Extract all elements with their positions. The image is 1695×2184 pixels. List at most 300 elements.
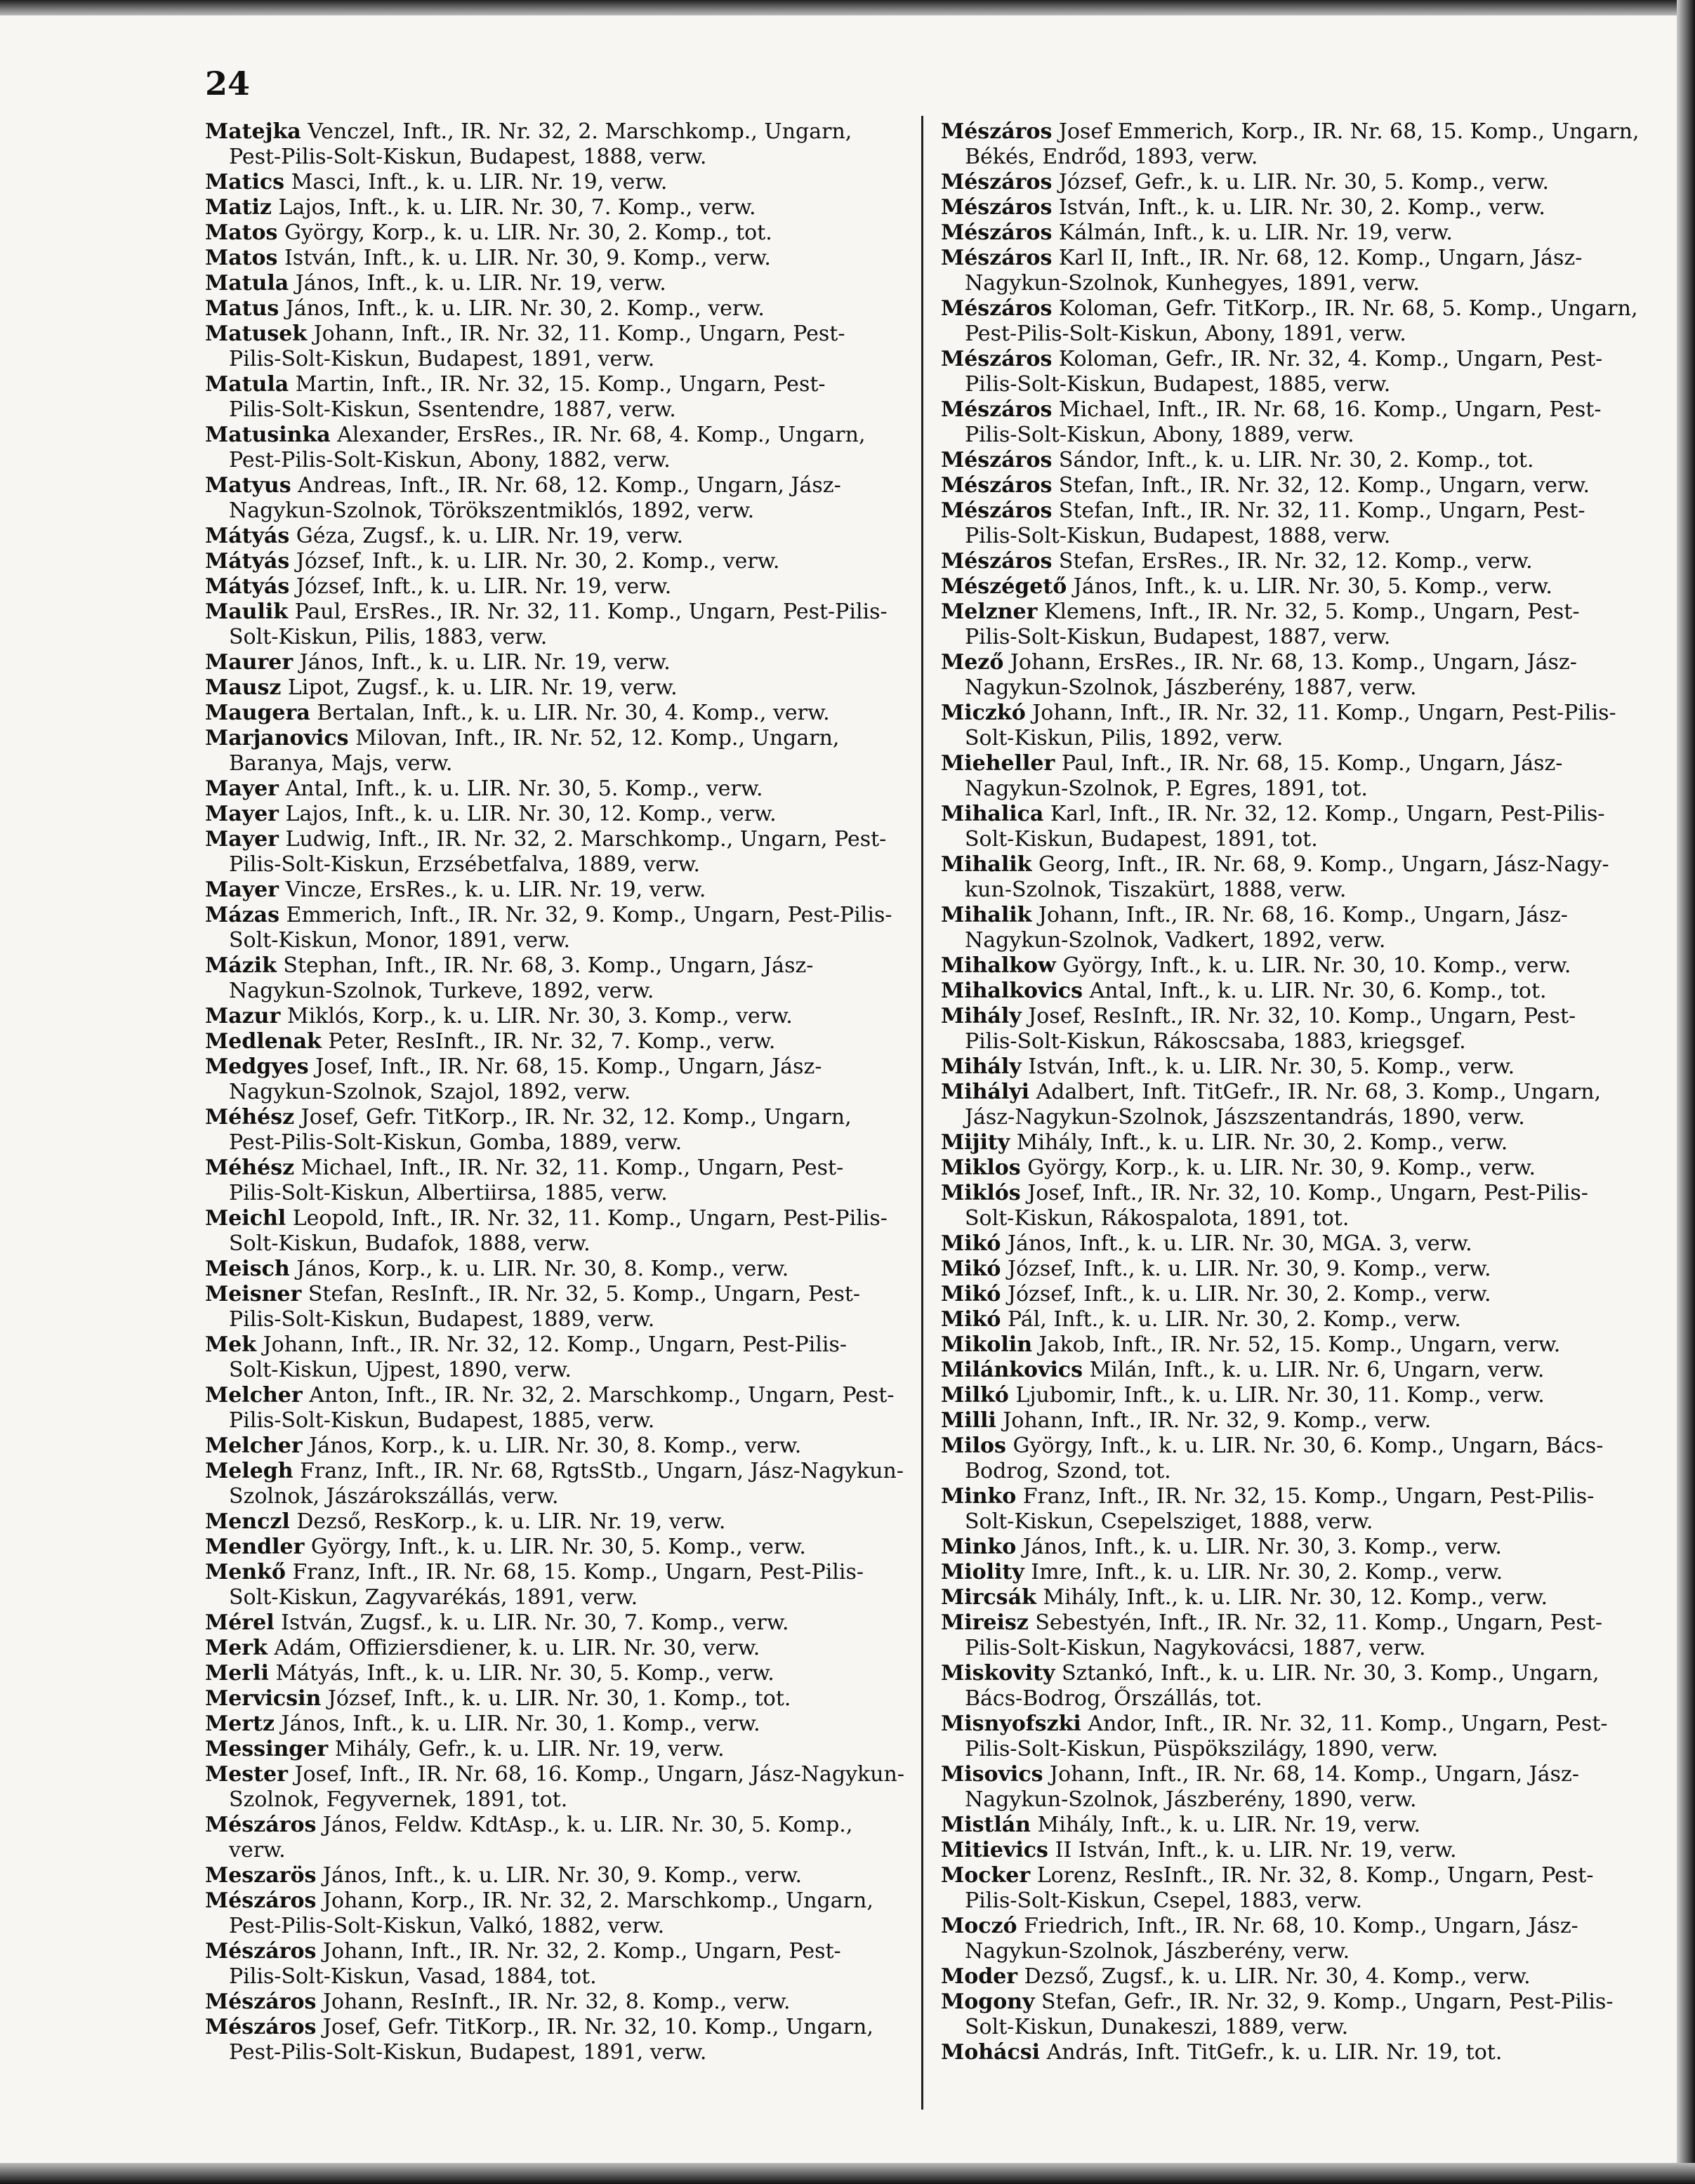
entry-surname: Matics <box>205 170 285 194</box>
entry-surname: Mészáros <box>205 1939 317 1964</box>
right-column <box>941 119 1650 2065</box>
list-entry <box>941 751 1650 776</box>
list-entry <box>941 347 1650 372</box>
entry-continuation: Nagykun-Szolnok, Turkeve, 1892, verw. <box>229 979 654 1003</box>
list-entry <box>941 600 1650 625</box>
entry-surname: Menczl <box>205 1509 290 1534</box>
entry-surname: Mogony <box>941 1990 1035 2014</box>
entry-surname: Milkó <box>941 1383 1009 1408</box>
list-entry <box>941 246 1650 271</box>
list-entry <box>941 1257 1650 1282</box>
entry-surname: Mészáros <box>941 397 1053 422</box>
entry-surname: Meszarös <box>205 1863 317 1888</box>
entry-surname: Miczkó <box>941 701 1026 725</box>
entry-details: Franz, Inft., IR. Nr. 68, RgtsStb., Ungarn, Jász-Nagykun- <box>293 1459 904 1483</box>
list-entry <box>941 1863 1650 1888</box>
entry-details: János, Inft., k. u. LIR. Nr. 30, 3. Komp., verw. <box>1016 1535 1502 1559</box>
entry-details: Koloman, Gefr., IR. Nr. 32, 4. Komp., Ungarn, Pest- <box>1052 347 1603 371</box>
entry-continuation: Nagykun-Szolnok, Jászberény, 1890, verw. <box>965 1787 1417 1812</box>
entry-continuation: Pilis-Solt-Kiskun, Budapest, 1885, verw. <box>965 372 1391 397</box>
list-entry <box>205 1636 914 1661</box>
list-entry <box>941 1054 1650 1080</box>
list-entry <box>205 1686 914 1712</box>
list-entry <box>205 1257 914 1282</box>
entry-surname: Méhész <box>205 1156 295 1180</box>
list-entry <box>941 1535 1650 1560</box>
entry-surname: Matos <box>205 220 278 245</box>
list-entry <box>205 246 914 271</box>
entry-continuation: Nagykun-Szolnok, Szajol, 1892, verw. <box>229 1080 631 1104</box>
list-entry <box>205 271 914 296</box>
entry-details: Mihály, Inft., k. u. LIR. Nr. 30, 12. Komp., verw. <box>1036 1585 1548 1610</box>
entry-continuation: Solt-Kiskun, Budafok, 1888, verw. <box>229 1231 591 1256</box>
entry-surname: Mészáros <box>941 498 1053 523</box>
list-entry <box>205 296 914 322</box>
entry-surname: Merk <box>205 1636 268 1660</box>
entry-surname: Mázik <box>205 953 277 978</box>
entry-surname: Mijity <box>941 1130 1010 1155</box>
list-entry <box>205 1990 914 2015</box>
entry-continuation: Pest-Pilis-Solt-Kiskun, Abony, 1882, verw. <box>229 448 671 472</box>
list-entry <box>205 1206 914 1231</box>
entry-surname: Mészégető <box>941 574 1067 599</box>
entry-continuation: Nagykun-Szolnok, Jászberény, 1887, verw. <box>965 675 1417 700</box>
list-entry <box>941 979 1650 1004</box>
entry-details: Josef, Gefr. TitKorp., IR. Nr. 32, 10. Komp., Ungarn, <box>316 2015 873 2039</box>
entry-details: Kálmán, Inft., k. u. LIR. Nr. 19, verw. <box>1052 220 1453 245</box>
list-entry <box>941 701 1650 726</box>
entry-details: Sándor, Inft., k. u. LIR. Nr. 30, 2. Komp., tot. <box>1052 448 1534 472</box>
entry-details: Anton, Inft., IR. Nr. 32, 2. Marschkomp., Ungarn, Pest- <box>302 1383 895 1408</box>
list-entry <box>941 1383 1650 1408</box>
list-entry <box>941 1156 1650 1181</box>
scan-border-top <box>0 0 1695 15</box>
entry-continuation: Bács-Bodrog, Őrszállás, tot. <box>965 1686 1262 1711</box>
entry-details: Imre, Inft., k. u. LIR. Nr. 30, 2. Komp., verw. <box>1024 1560 1503 1584</box>
entry-surname: Mérel <box>205 1610 275 1635</box>
entry-surname: Mitievics <box>941 1838 1048 1862</box>
list-entry <box>205 220 914 246</box>
entry-surname: Matusinka <box>205 423 331 447</box>
entry-surname: Mihály <box>941 1004 1022 1028</box>
list-entry <box>941 1661 1650 1686</box>
entry-surname: Matus <box>205 296 279 321</box>
list-entry <box>205 119 914 145</box>
list-entry <box>941 448 1650 473</box>
entry-surname: Milli <box>941 1408 996 1433</box>
entry-continuation: Pilis-Solt-Kiskun, Budapest, 1887, verw. <box>965 625 1391 649</box>
entry-details: József, Gefr., k. u. LIR. Nr. 30, 5. Komp., verw. <box>1052 170 1550 194</box>
list-entry <box>205 1105 914 1130</box>
entry-continuation: Solt-Kiskun, Rákospalota, 1891, tot. <box>965 1206 1350 1231</box>
entry-details: Miklós, Korp., k. u. LIR. Nr. 30, 3. Komp., verw. <box>280 1004 793 1028</box>
entry-continuation: Pest-Pilis-Solt-Kiskun, Budapest, 1891, verw. <box>229 2040 707 2065</box>
list-entry <box>941 1282 1650 1307</box>
entry-surname: Maugera <box>205 701 310 725</box>
column-divider <box>921 116 923 2110</box>
list-entry <box>941 296 1650 322</box>
entry-continuation: Nagykun-Szolnok, P. Egres, 1891, tot. <box>965 776 1368 801</box>
entry-surname: Moder <box>941 1964 1018 1989</box>
list-entry <box>941 1434 1650 1459</box>
entry-details: János, Inft., k. u. LIR. Nr. 19, verw. <box>289 271 666 296</box>
list-entry <box>941 953 1650 979</box>
list-entry <box>941 1484 1650 1509</box>
list-entry <box>941 574 1650 600</box>
entry-continuation: Nagykun-Szolnok, Vadkert, 1892, verw. <box>965 928 1386 953</box>
entry-details: Peter, ResInft., IR. Nr. 32, 7. Komp., verw. <box>321 1029 776 1054</box>
entry-surname: Mohácsi <box>941 2040 1041 2065</box>
entry-details: Mihály, Inft., k. u. LIR. Nr. 30, 2. Komp., verw. <box>1010 1130 1508 1155</box>
list-entry <box>941 119 1650 145</box>
entry-surname: Matusek <box>205 322 308 346</box>
entry-surname: Mek <box>205 1332 257 1357</box>
entry-details: Michael, Inft., IR. Nr. 68, 16. Komp., Ungarn, Pest- <box>1052 397 1602 422</box>
entry-details: Georg, Inft., IR. Nr. 68, 9. Komp., Ungarn, Jász-Nagy- <box>1031 852 1609 877</box>
entry-continuation: Nagykun-Szolnok, Jászberény, verw. <box>965 1939 1350 1964</box>
entry-details: György, Inft., k. u. LIR. Nr. 30, 5. Komp., verw. <box>304 1535 806 1559</box>
entry-details: János, Inft., k. u. LIR. Nr. 30, 2. Komp., verw. <box>279 296 765 321</box>
entry-continuation: Szolnok, Fegyvernek, 1891, tot. <box>229 1787 568 1812</box>
list-entry <box>205 701 914 726</box>
entry-details: Milán, Inft., k. u. LIR. Nr. 6, Ungarn, verw. <box>1083 1358 1545 1382</box>
entry-continuation: Solt-Kiskun, Monor, 1891, verw. <box>229 928 571 953</box>
entry-details: Jakob, Inft., IR. Nr. 52, 15. Komp., Ungarn, verw. <box>1032 1332 1561 1357</box>
entry-details: János, Inft., k. u. LIR. Nr. 30, MGA. 3, verw. <box>1001 1231 1472 1256</box>
list-entry <box>205 1459 914 1484</box>
list-entry <box>205 1813 914 1838</box>
entry-details: Friedrich, Inft., IR. Nr. 68, 10. Komp., Ungarn, Jász- <box>1017 1914 1578 1938</box>
list-entry <box>205 1939 914 1964</box>
list-entry <box>941 1080 1650 1105</box>
entry-continuation: Nagykun-Szolnok, Kunhegyes, 1891, verw. <box>965 271 1420 296</box>
entry-details: Mihály, Inft., k. u. LIR. Nr. 19, verw. <box>1031 1813 1421 1837</box>
list-entry <box>941 1307 1650 1332</box>
entry-details: János, Inft., k. u. LIR. Nr. 30, 5. Komp., verw. <box>1067 574 1552 599</box>
entry-details: Johann, Inft., IR. Nr. 32, 9. Komp., verw. <box>996 1408 1432 1433</box>
entry-details: György, Inft., k. u. LIR. Nr. 30, 6. Komp., Ungarn, Bács- <box>1005 1434 1604 1458</box>
entry-surname: Milos <box>941 1434 1006 1458</box>
entry-surname: Milánkovics <box>941 1358 1083 1382</box>
entry-surname: Mátyás <box>205 549 290 574</box>
entry-continuation: kun-Szolnok, Tiszakürt, 1888, verw. <box>965 878 1347 902</box>
entry-details: Josef, ResInft., IR. Nr. 32, 10. Komp., Ungarn, Pest- <box>1021 1004 1576 1028</box>
list-entry <box>941 1712 1650 1737</box>
entry-details: Sztankó, Inft., k. u. LIR. Nr. 30, 3. Komp., Ungarn, <box>1055 1661 1600 1686</box>
entry-details: György, Inft., k. u. LIR. Nr. 30, 10. Komp., verw. <box>1055 953 1571 978</box>
scan-border-bottom <box>0 2163 1695 2184</box>
entry-continuation: Pilis-Solt-Kiskun, Rákoscsaba, 1883, kriegsgef. <box>965 1029 1466 1054</box>
entry-continuation: Pilis-Solt-Kiskun, Csepel, 1883, verw. <box>965 1888 1363 1913</box>
list-entry <box>205 1156 914 1181</box>
list-entry <box>205 1610 914 1636</box>
entry-continuation: Jász-Nagykun-Szolnok, Jászszentandrás, 1890, verw. <box>965 1105 1525 1130</box>
entry-surname: Mező <box>941 650 1004 675</box>
entry-continuation: Pilis-Solt-Kiskun, Budapest, 1885, verw. <box>229 1408 655 1433</box>
list-entry <box>941 397 1650 423</box>
entry-surname: Mihalica <box>941 802 1044 826</box>
list-entry <box>941 170 1650 195</box>
entry-details: Stefan, Inft., IR. Nr. 32, 12. Komp., Ungarn, verw. <box>1052 473 1590 498</box>
entry-details: János, Inft., k. u. LIR. Nr. 30, 9. Komp., verw. <box>316 1863 803 1888</box>
list-entry <box>205 953 914 979</box>
entry-details: János, Inft., k. u. LIR. Nr. 30, 1. Komp., verw. <box>275 1712 760 1736</box>
entry-details: Paul, ErsRes., IR. Nr. 32, 11. Komp., Ungarn, Pest-Pilis- <box>288 600 888 624</box>
entry-surname: Melegh <box>205 1459 294 1483</box>
list-entry <box>941 802 1650 827</box>
list-entry <box>941 220 1650 246</box>
entry-details: Andreas, Inft., IR. Nr. 68, 12. Komp., Ungarn, Jász- <box>291 473 841 498</box>
entry-surname: Matos <box>205 246 278 270</box>
entry-surname: Mikó <box>941 1307 1001 1332</box>
entry-details: Masci, Inft., k. u. LIR. Nr. 19, verw. <box>284 170 668 194</box>
entry-details: Martin, Inft., IR. Nr. 32, 15. Komp., Ungarn, Pest- <box>289 372 826 397</box>
entry-surname: Mayer <box>205 776 279 801</box>
list-entry <box>205 802 914 827</box>
entry-details: Ludwig, Inft., IR. Nr. 32, 2. Marschkomp., Ungarn, Pest- <box>278 827 887 852</box>
list-entry <box>941 1332 1650 1358</box>
entry-details: József, Inft., k. u. LIR. Nr. 30, 1. Komp., tot. <box>321 1686 791 1711</box>
scan-border-right <box>1677 0 1695 2184</box>
list-entry <box>941 1358 1650 1383</box>
entry-details: Johann, Inft., IR. Nr. 68, 16. Komp., Ungarn, Jász- <box>1031 903 1568 927</box>
entry-surname: Mihalkovics <box>941 979 1083 1003</box>
entry-details: Stephan, Inft., IR. Nr. 68, 3. Komp., Ungarn, Jász- <box>276 953 814 978</box>
list-entry <box>205 776 914 802</box>
entry-details: Josef, Inft., IR. Nr. 68, 15. Komp., Ungarn, Jász- <box>308 1054 822 1079</box>
entry-details: Lorenz, ResInft., IR. Nr. 32, 8. Komp., Ungarn, Pest- <box>1030 1863 1594 1888</box>
list-entry <box>205 726 914 751</box>
list-entry <box>205 195 914 220</box>
entry-continuation: Békés, Endrőd, 1893, verw. <box>965 145 1258 169</box>
entry-details: Milovan, Inft., IR. Nr. 52, 12. Komp., Ungarn, <box>348 726 840 750</box>
entry-surname: Mester <box>205 1762 288 1787</box>
entry-surname: Mázas <box>205 903 280 927</box>
entry-continuation: Pilis-Solt-Kiskun, Nagykovácsi, 1887, verw. <box>965 1636 1426 1660</box>
entry-continuation: Pest-Pilis-Solt-Kiskun, Gomba, 1889, verw. <box>229 1130 682 1155</box>
entry-surname: Mazur <box>205 1004 281 1028</box>
list-entry <box>205 827 914 852</box>
entry-surname: Mausz <box>205 675 282 700</box>
entry-surname: Mészáros <box>205 2015 317 2039</box>
list-entry <box>205 878 914 903</box>
entry-details: Andor, Inft., IR. Nr. 32, 11. Komp., Ungarn, Pest- <box>1081 1712 1608 1736</box>
list-entry <box>941 1560 1650 1585</box>
entry-details: György, Korp., k. u. LIR. Nr. 30, 2. Komp., tot. <box>277 220 772 245</box>
entry-surname: Mendler <box>205 1535 305 1559</box>
list-entry <box>941 2040 1650 2065</box>
entry-continuation: Pest-Pilis-Solt-Kiskun, Abony, 1891, verw. <box>965 322 1406 346</box>
entry-details: Klemens, Inft., IR. Nr. 32, 5. Komp., Ungarn, Pest- <box>1037 600 1580 624</box>
entry-surname: Minko <box>941 1484 1017 1509</box>
list-entry <box>205 1383 914 1408</box>
entry-continuation: Pilis-Solt-Kiskun, Albertiirsa, 1885, verw. <box>229 1181 668 1205</box>
entry-details: Antal, Inft., k. u. LIR. Nr. 30, 5. Komp., verw. <box>278 776 763 801</box>
list-entry <box>205 524 914 549</box>
entry-surname: Melcher <box>205 1383 303 1408</box>
entry-continuation: Solt-Kiskun, Ujpest, 1890, verw. <box>229 1358 572 1382</box>
entry-details: Johann, ResInft., IR. Nr. 32, 8. Komp., verw. <box>316 1990 791 2014</box>
entry-surname: Meisch <box>205 1257 290 1281</box>
entry-details: Johann, Inft., IR. Nr. 32, 2. Komp., Ungarn, Pest- <box>316 1939 841 1964</box>
entry-surname: Messinger <box>205 1737 329 1761</box>
entry-details: József, Inft., k. u. LIR. Nr. 30, 2. Komp., verw. <box>1001 1282 1491 1306</box>
entry-continuation: Szolnok, Jászárokszállás, verw. <box>229 1484 559 1509</box>
list-entry <box>205 423 914 448</box>
list-entry <box>205 1762 914 1787</box>
entry-details: Johann, Inft., IR. Nr. 32, 12. Komp., Ungarn, Pest-Pilis- <box>256 1332 847 1357</box>
entry-details: Johann, Korp., IR. Nr. 32, 2. Marschkomp., Ungarn, <box>316 1888 873 1913</box>
entry-details: István, Inft., k. u. LIR. Nr. 30, 9. Komp., verw. <box>277 246 771 270</box>
entry-continuation: Solt-Kiskun, Pilis, 1892, verw. <box>965 726 1284 750</box>
entry-surname: Méhész <box>205 1105 295 1130</box>
entry-surname: Maurer <box>205 650 294 675</box>
entry-details: Stefan, ResInft., IR. Nr. 32, 5. Komp., Ungarn, Pest- <box>301 1282 861 1306</box>
entry-surname: Mátyás <box>205 524 290 548</box>
list-entry <box>205 574 914 600</box>
entry-surname: Matiz <box>205 195 272 220</box>
list-entry <box>941 1990 1650 2015</box>
list-entry <box>205 1560 914 1585</box>
entry-details: Dezső, Zugsf., k. u. LIR. Nr. 30, 4. Komp., verw. <box>1017 1964 1531 1989</box>
entry-details: Emmerich, Inft., IR. Nr. 32, 9. Komp., Ungarn, Pest-Pilis- <box>279 903 892 927</box>
entry-surname: Misnyofszki <box>941 1712 1081 1736</box>
entry-details: Venczel, Inft., IR. Nr. 32, 2. Marschkomp., Ungarn, <box>301 119 852 144</box>
entry-surname: Mistlán <box>941 1813 1031 1837</box>
entry-surname: Maulik <box>205 600 289 624</box>
list-entry <box>941 549 1650 574</box>
entry-details: Antal, Inft., k. u. LIR. Nr. 30, 6. Komp., tot. <box>1083 979 1547 1003</box>
list-entry <box>205 1509 914 1535</box>
list-entry <box>941 650 1650 675</box>
list-entry <box>205 1737 914 1762</box>
entry-surname: Mészáros <box>941 473 1053 498</box>
entry-surname: Mészáros <box>941 347 1053 371</box>
entry-details: Leopold, Inft., IR. Nr. 32, 11. Komp., Ungarn, Pest-Pilis- <box>286 1206 888 1231</box>
page-number: 24 <box>205 65 251 102</box>
entry-details: Alexander, ErsRes., IR. Nr. 68, 4. Komp., Ungarn, <box>330 423 866 447</box>
list-entry <box>205 675 914 701</box>
entry-details: Johann, ErsRes., IR. Nr. 68, 13. Komp., Ungarn, Jász- <box>1003 650 1577 675</box>
entry-surname: Matula <box>205 372 289 397</box>
entry-surname: Mireisz <box>941 1610 1029 1635</box>
list-entry <box>941 852 1650 878</box>
entry-surname: Mertz <box>205 1712 275 1736</box>
list-entry <box>941 1610 1650 1636</box>
entry-surname: Mikó <box>941 1257 1001 1281</box>
list-entry <box>941 1964 1650 1990</box>
entry-continuation: Bodrog, Szond, tot. <box>965 1459 1171 1483</box>
entry-surname: Mervicsin <box>205 1686 322 1711</box>
entry-surname: Miklós <box>941 1181 1021 1205</box>
entry-surname: Mészáros <box>941 448 1053 472</box>
list-entry <box>941 1231 1650 1257</box>
entry-surname: Mocker <box>941 1863 1031 1888</box>
entry-surname: Mayer <box>205 878 279 902</box>
entry-continuation: verw. <box>229 1838 286 1862</box>
list-entry <box>205 372 914 397</box>
entry-surname: Marjanovics <box>205 726 349 750</box>
list-entry <box>205 1535 914 1560</box>
entry-surname: Mihály <box>941 1054 1022 1079</box>
entry-surname: Mikolin <box>941 1332 1033 1357</box>
entry-surname: Mieheller <box>941 751 1055 776</box>
entry-details: Johann, Inft., IR. Nr. 32, 11. Komp., Ungarn, Pest-Pilis- <box>1025 701 1616 725</box>
entry-surname: Matejka <box>205 119 301 144</box>
list-entry <box>941 1004 1650 1029</box>
entry-surname: Melzner <box>941 600 1038 624</box>
entry-continuation: Nagykun-Szolnok, Törökszentmiklós, 1892, verw. <box>229 498 755 523</box>
entry-surname: Mihalkow <box>941 953 1056 978</box>
entry-details: Josef, Inft., IR. Nr. 32, 10. Komp., Ungarn, Pest-Pilis- <box>1020 1181 1588 1205</box>
entry-details: Koloman, Gefr. TitKorp., IR. Nr. 68, 5. Komp., Ungarn, <box>1052 296 1638 321</box>
list-entry <box>205 1434 914 1459</box>
entry-details: Lajos, Inft., k. u. LIR. Nr. 30, 7. Komp., verw. <box>271 195 756 220</box>
entry-details: Josef, Gefr. TitKorp., IR. Nr. 32, 12. Komp., Ungarn, <box>294 1105 852 1130</box>
entry-surname: Mihályi <box>941 1080 1030 1104</box>
entry-surname: Mészáros <box>941 246 1053 270</box>
list-entry <box>941 903 1650 928</box>
entry-details: Stefan, Inft., IR. Nr. 32, 11. Komp., Ungarn, Pest- <box>1052 498 1585 523</box>
entry-surname: Miolity <box>941 1560 1024 1584</box>
entry-details: Franz, Inft., IR. Nr. 32, 15. Komp., Ungarn, Pest-Pilis- <box>1016 1484 1595 1509</box>
list-entry <box>941 1181 1650 1206</box>
entry-details: Géza, Zugsf., k. u. LIR. Nr. 19, verw. <box>289 524 684 548</box>
list-entry <box>205 1004 914 1029</box>
list-entry <box>941 1838 1650 1863</box>
entry-surname: Mátyás <box>205 574 290 599</box>
list-entry <box>205 903 914 928</box>
entry-surname: Mikó <box>941 1282 1001 1306</box>
list-entry <box>205 1863 914 1888</box>
list-entry <box>941 498 1650 524</box>
list-entry <box>205 1054 914 1080</box>
entry-details: Lajos, Inft., k. u. LIR. Nr. 30, 12. Komp., verw. <box>278 802 777 826</box>
entry-details: Johann, Inft., IR. Nr. 32, 11. Komp., Ungarn, Pest- <box>307 322 845 346</box>
list-entry <box>941 1813 1650 1838</box>
entry-details: Vincze, ErsRes., k. u. LIR. Nr. 19, verw. <box>278 878 706 902</box>
entry-continuation: Pilis-Solt-Kiskun, Budapest, 1888, verw. <box>965 524 1391 548</box>
entry-surname: Mészáros <box>941 296 1053 321</box>
list-entry <box>205 650 914 675</box>
list-entry <box>205 1332 914 1358</box>
entry-details: Lipot, Zugsf., k. u. LIR. Nr. 19, verw. <box>281 675 678 700</box>
entry-details: János, Inft., k. u. LIR. Nr. 19, verw. <box>293 650 671 675</box>
entry-continuation: Solt-Kiskun, Pilis, 1883, verw. <box>229 625 548 649</box>
entry-surname: Mészáros <box>941 119 1053 144</box>
list-entry <box>941 473 1650 498</box>
entry-details: Adám, Offiziersdiener, k. u. LIR. Nr. 30, verw. <box>267 1636 760 1660</box>
entry-continuation: Pest-Pilis-Solt-Kiskun, Budapest, 1888, verw. <box>229 145 707 169</box>
entry-details: János, Korp., k. u. LIR. Nr. 30, 8. Komp., verw. <box>302 1434 802 1458</box>
list-entry <box>205 473 914 498</box>
entry-details: András, Inft. TitGefr., k. u. LIR. Nr. 19, tot. <box>1040 2040 1503 2065</box>
entry-details: Johann, Inft., IR. Nr. 68, 14. Komp., Ungarn, Jász- <box>1043 1762 1579 1787</box>
entry-continuation: Baranya, Majs, verw. <box>229 751 453 776</box>
entry-surname: Mayer <box>205 827 279 852</box>
entry-details: Michael, Inft., IR. Nr. 32, 11. Komp., Ungarn, Pest- <box>294 1156 844 1180</box>
list-entry <box>941 1408 1650 1434</box>
entry-surname: Mészáros <box>941 220 1053 245</box>
entry-continuation: Pilis-Solt-Kiskun, Erzsébetfalva, 1889, verw. <box>229 852 701 877</box>
entry-surname: Mihalik <box>941 903 1032 927</box>
entry-surname: Minko <box>941 1535 1017 1559</box>
list-entry <box>205 322 914 347</box>
list-entry <box>205 549 914 574</box>
entry-details: József, Inft., k. u. LIR. Nr. 30, 2. Komp., verw. <box>289 549 780 574</box>
list-entry <box>941 1130 1650 1156</box>
entry-continuation: Pilis-Solt-Kiskun, Püspökszilágy, 1890, verw. <box>965 1737 1439 1761</box>
